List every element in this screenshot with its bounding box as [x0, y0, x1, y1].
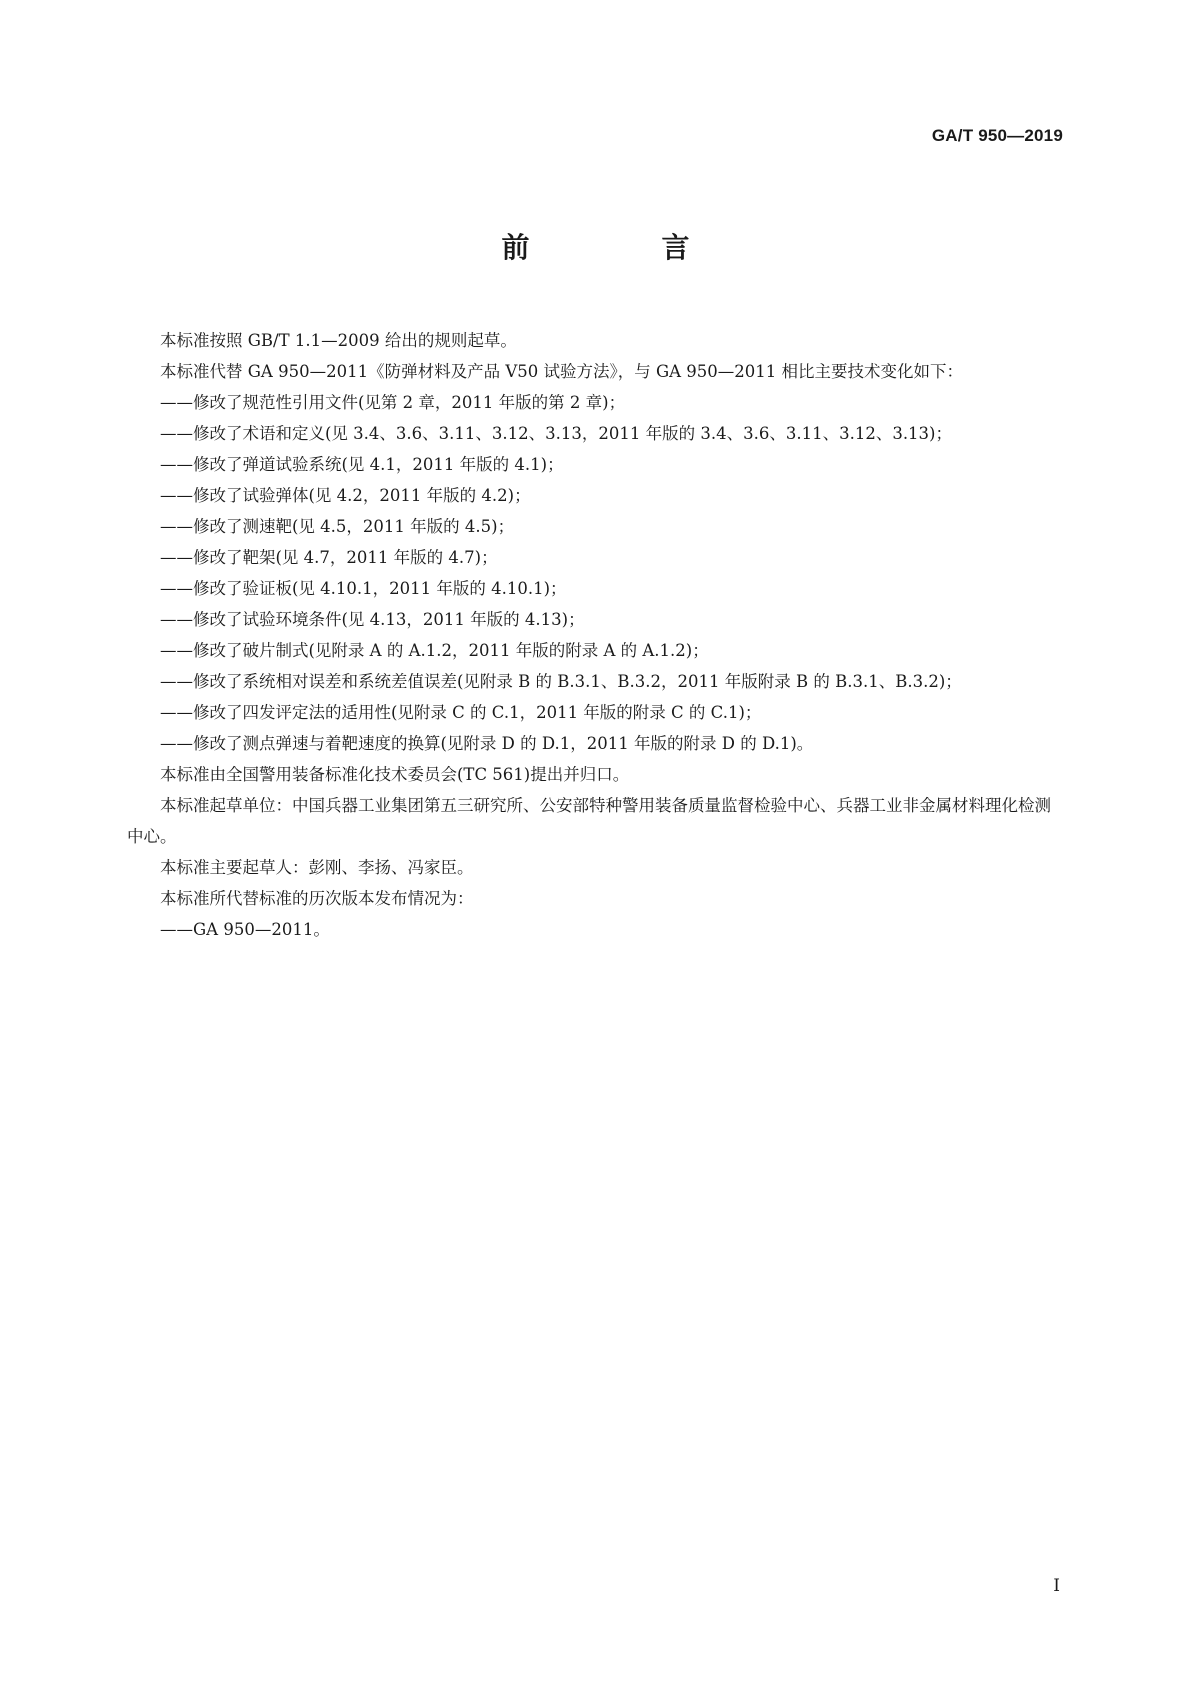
change-item: ——修改了术语和定义(见 3.4、3.6、3.11、3.12、3.13，2011 年版的 3.4、3.6、3.11、3.12、3.13)； — [160, 424, 952, 443]
paragraph-proposed-by: 本标准由全国警用装备标准化技术委员会(TC 561)提出并归口。 — [160, 765, 630, 784]
foreword-body — [127, 325, 1065, 945]
page-title: 前 言 — [501, 231, 742, 264]
change-item: ——修改了测速靶(见 4.5，2011 年版的 4.5)； — [160, 517, 515, 536]
change-item: ——修改了测点弹速与着靶速度的换算(见附录 D 的 D.1，2011 年版的附录 D 的 D.1)。 — [160, 734, 814, 753]
standard-code: GA/T 950—2019 — [931, 126, 1063, 145]
change-item: ——修改了试验弹体(见 4.2，2011 年版的 4.2)； — [160, 486, 531, 505]
change-item: ——修改了四发评定法的适用性(见附录 C 的 C.1，2011 年版的附录 C 的 C.1)； — [160, 703, 762, 722]
paragraph-drafting-rules: 本标准按照 GB/T 1.1—2009 给出的规则起草。 — [160, 331, 517, 350]
change-item: ——修改了系统相对误差和系统差值误差(见附录 B 的 B.3.1、B.3.2，2011 年版附录 B 的 B.3.1、B.3.2)； — [160, 672, 962, 691]
change-item: ——修改了试验环境条件(见 4.13，2011 年版的 4.13)； — [160, 610, 585, 629]
change-item: ——修改了破片制式(见附录 A 的 A.1.2，2011 年版的附录 A 的 A.1.2)； — [160, 641, 709, 660]
change-item: ——修改了验证板(见 4.10.1，2011 年版的 4.10.1)； — [160, 579, 567, 598]
change-item: ——修改了弹道试验系统(见 4.1，2011 年版的 4.1)； — [160, 455, 564, 474]
page-number: I — [1053, 1576, 1060, 1596]
change-item: ——修改了规范性引用文件(见第 2 章，2011 年版的第 2 章)； — [160, 393, 626, 412]
changes-list — [127, 387, 1065, 759]
change-item: ——修改了靶架(见 4.7，2011 年版的 4.7)； — [160, 548, 498, 567]
paragraph-history-intro: 本标准所代替标准的历次版本发布情况为： — [160, 889, 474, 908]
paragraph-drafting-units: 本标准起草单位：中国兵器工业集团第五三研究所、公安部特种警用装备质量监督检验中心、兵器工业非金属材料理化检测中心。 — [127, 796, 1051, 846]
paragraph-replaces: 本标准代替 GA 950—2011《防弹材料及产品 V50 试验方法》，与 GA 950—2011 相比主要技术变化如下： — [160, 362, 964, 381]
paragraph-drafters: 本标准主要起草人：彭刚、李扬、冯家臣。 — [160, 858, 474, 877]
history-item: ——GA 950—2011。 — [160, 920, 330, 939]
